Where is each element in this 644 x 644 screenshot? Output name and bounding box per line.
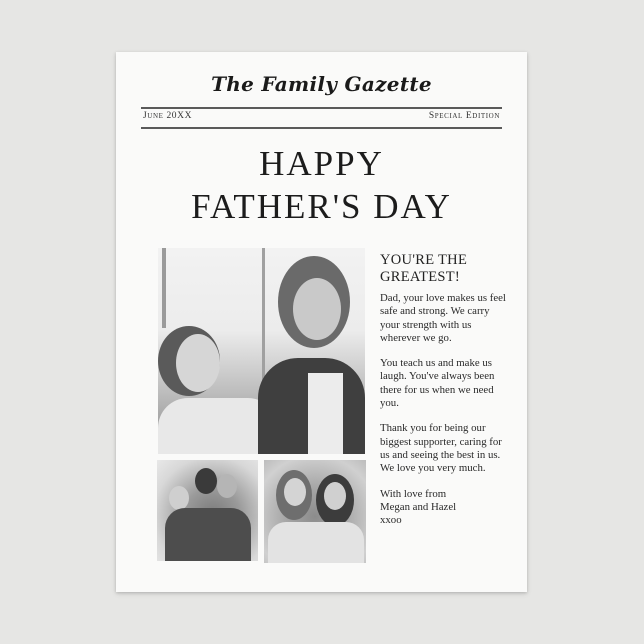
message-paragraph: You teach us and make us laugh. You've always been there for us when we need you. (380, 357, 495, 410)
father-face (293, 278, 341, 340)
window-frame (162, 248, 166, 328)
signoff-line-1: With love from (380, 487, 447, 500)
top-rule (141, 107, 502, 109)
sister-face (324, 482, 346, 510)
main-photo (158, 248, 365, 454)
father-tshirt (308, 373, 343, 454)
daughter-face (176, 334, 220, 392)
signoff-line-3: xxoo (380, 514, 402, 527)
message-paragraph: Thank you for being our biggest supporter, caring for us and seeing the best in us. We love you very much. (380, 422, 502, 475)
headline (116, 142, 527, 228)
family-bodies (165, 508, 251, 561)
message-paragraph: Dad, your love makes us feel safe and strong. We carry your strength with us wherever we go. (380, 292, 506, 344)
bottom-rule (141, 127, 502, 129)
title-line-1: YOU'RE THE (380, 252, 468, 268)
family-photo (157, 460, 258, 561)
edition-label: Special Edition (428, 111, 500, 121)
message-column (380, 252, 510, 539)
window-frame (262, 248, 265, 388)
person-head (169, 486, 189, 510)
sister-face (284, 478, 306, 506)
title-line-2: GREATEST! (380, 269, 461, 285)
postcard (116, 52, 527, 592)
message-title (380, 252, 510, 286)
person-head (217, 474, 237, 498)
signoff (380, 488, 510, 528)
headline-line-1: HAPPY (259, 144, 384, 183)
sister-tops (268, 522, 364, 563)
headline-line-2: FATHER'S DAY (191, 187, 452, 226)
person-head (195, 468, 217, 494)
sisters-photo (264, 460, 366, 563)
issue-date: June 20XX (143, 111, 193, 121)
signoff-line-2: Megan and Hazel (380, 500, 457, 513)
masthead-title: The Family Gazette (211, 72, 432, 96)
